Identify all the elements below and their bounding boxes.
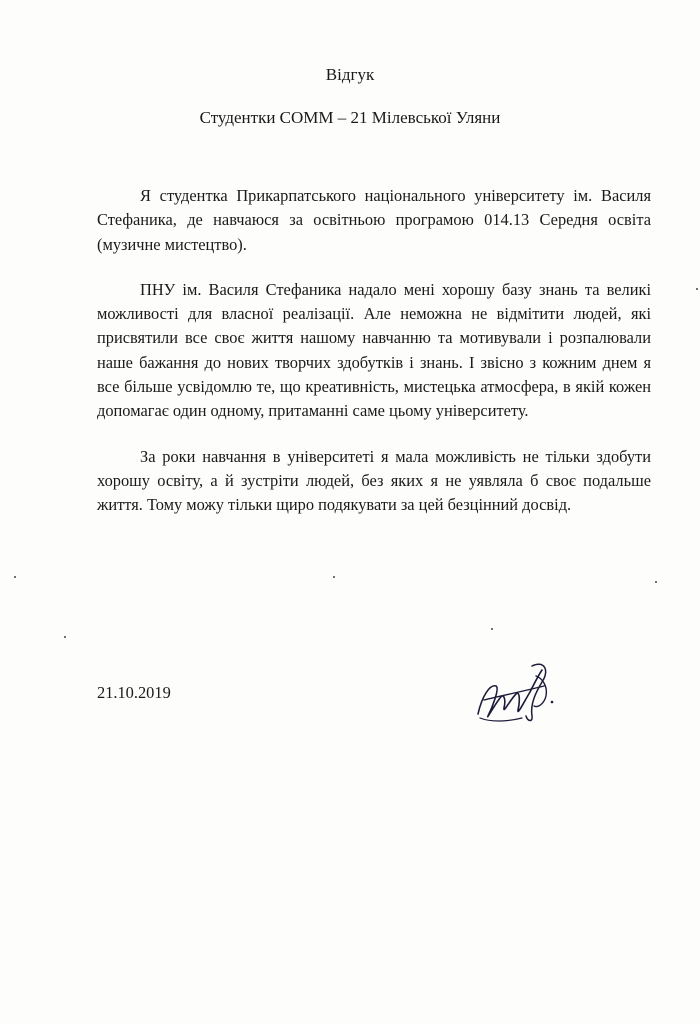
scan-speck xyxy=(64,636,66,638)
document-subtitle: Студентки СОММ – 21 Мілевської Уляни xyxy=(199,108,501,127)
scan-speck xyxy=(333,576,335,578)
scan-speck xyxy=(696,288,698,290)
document-body xyxy=(97,184,651,539)
paragraph-2: ПНУ ім. Василя Стефаника надало мені хорошу базу знань та великі можливості для власної реалізації. Але неможна не відмітити людей, які присвятили все своє життя нашому навчанню та мотивували і розпалювали наше бажання до нових творчих здобутків і знань. І звісно з кожним днем я все більше усвідомлю те, що креативність, мистецька атмосфера, в якій кожен допомагає один одному, притаманні саме цьому університету. xyxy=(97,279,651,421)
document-date: 21.10.2019 xyxy=(97,683,171,702)
document-title: Відгук xyxy=(325,65,375,84)
scan-speck xyxy=(655,581,657,583)
paragraph-1: Я студентка Прикарпатського національного університету ім. Василя Стефаника, де навчаюся за освітньою програмою 014.13 Середня освіта (музичне мистецтво). xyxy=(97,186,651,254)
paragraph-3: За роки навчання в університеті я мала можливість не тільки здобути хорошу освіту, а й зустріти людей, без яких я не уявляла б своє подальше життя. Тому можу тільки щиро подякувати за цей безцінний досвід. xyxy=(97,446,651,515)
scan-speck xyxy=(14,576,16,578)
scan-speck xyxy=(491,628,493,630)
handwritten-signature-icon xyxy=(470,656,560,728)
